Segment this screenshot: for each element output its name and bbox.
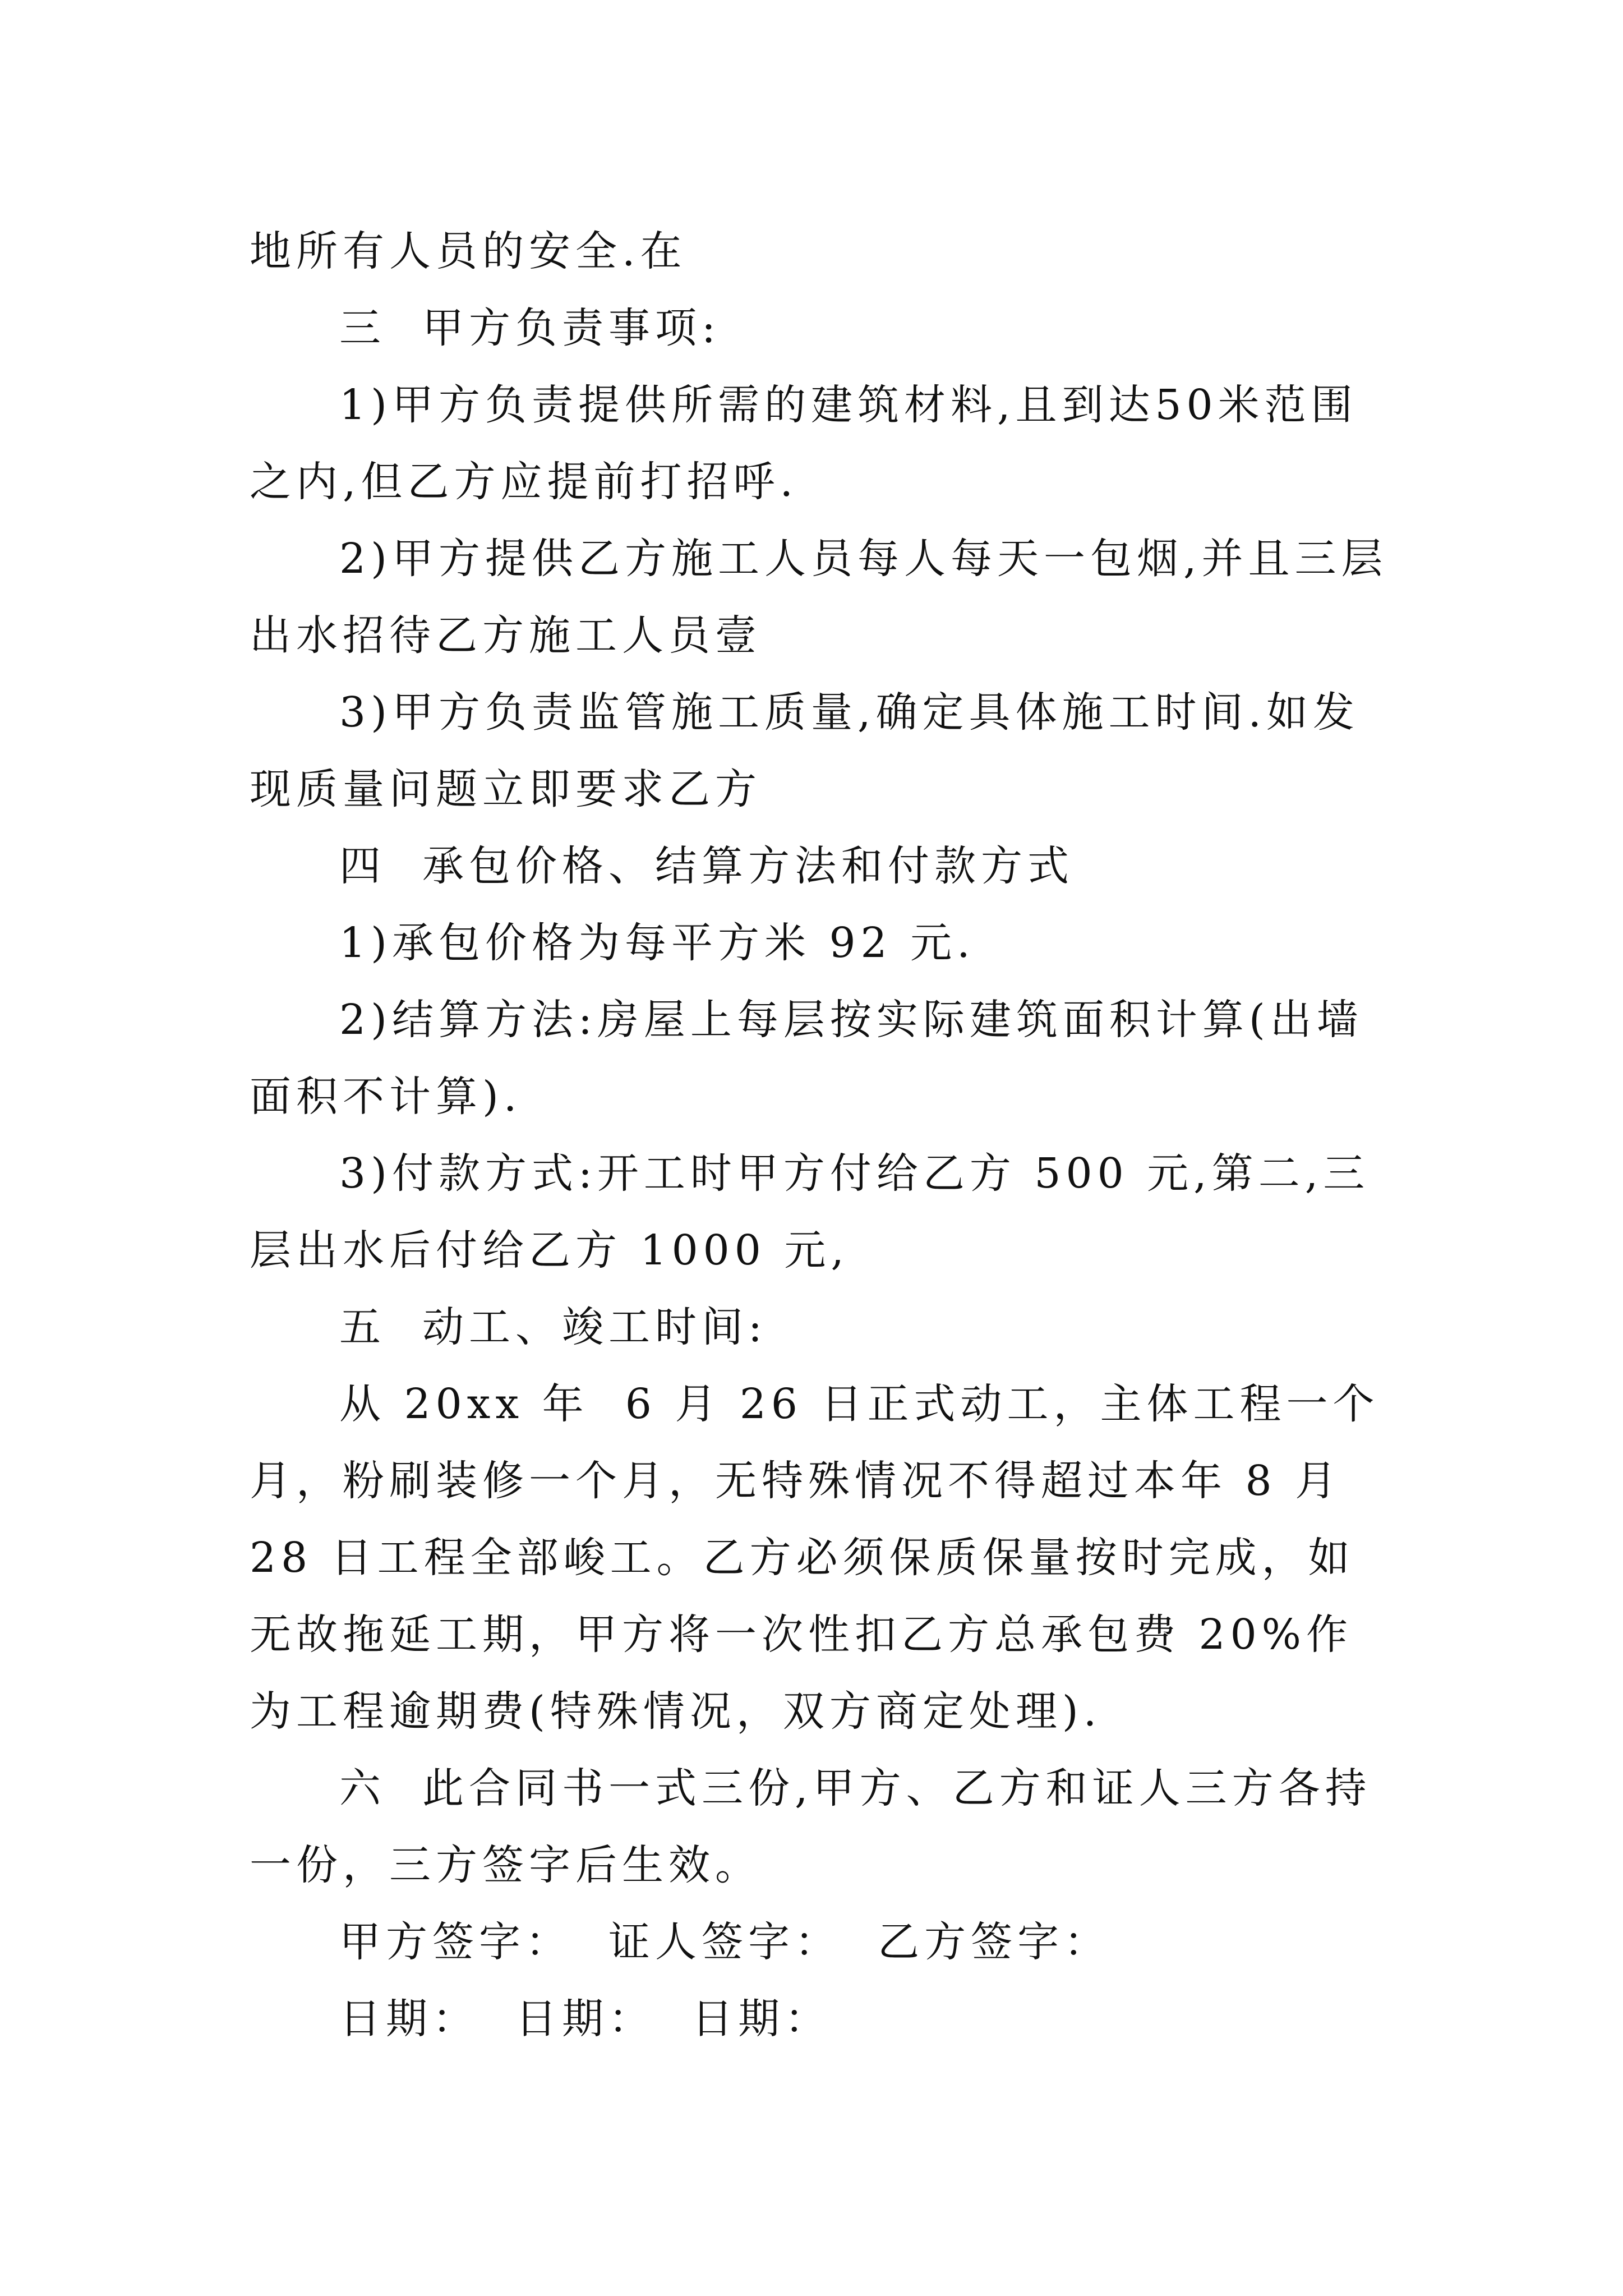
section-contract-copies: 六 此合同书一式三份,甲方、乙方和证人三方各持一份，三方签字后生效。 [250,1764,1372,1889]
document-body [250,213,1394,2058]
section-heading-schedule: 五 动工、竣工时间: [339,1303,767,1351]
clause-schedule-details: 从 20xx 年 6 月 26 日正式动工，主体工程一个月，粉刷装修一个月，无特殊情况不得超过本年 8 月 28 日工程全部峻工。乙方必须保质保量按时完成，如无故拖延工期，甲方将一次性扣乙方总承包费 20%作为工程逾期费(特殊情况，双方商定处理). [250,1380,1380,1736]
signature-line: 甲方签字： 证人签字： 乙方签字： [339,1918,1111,1966]
clause-payment-method: 3)付款方式:开工时甲方付给乙方 500 元,第二,三层出水后付给乙方 1000 元, [250,1149,1370,1274]
clause-materials: 1)甲方负责提供所需的建筑材料,且到达50米范围之内,但乙方应提前打招呼. [250,381,1358,506]
section-heading-price-payment: 四 承包价格、结算方法和付款方式 [339,842,1075,890]
section-heading-party-a-duties: 三 甲方负责事项: [339,304,721,352]
date-line: 日期： 日期： 日期： [339,1995,832,2043]
clause-settlement-method: 2)结算方法:房屋上每层按实际建筑面积计算(出墙面积不计算). [250,996,1363,1121]
clause-cigarettes: 2)甲方提供乙方施工人员每人每天一包烟,并且三层出水招待乙方施工人员壹 [250,535,1388,660]
paragraph-continuation: 地所有人员的安全.在 [250,227,687,275]
clause-quality-supervision: 3)甲方负责监管施工质量,确定具体施工时间.如发现质量问题立即要求乙方 [250,688,1359,813]
clause-contract-price: 1)承包价格为每平方米 92 元. [339,919,975,967]
